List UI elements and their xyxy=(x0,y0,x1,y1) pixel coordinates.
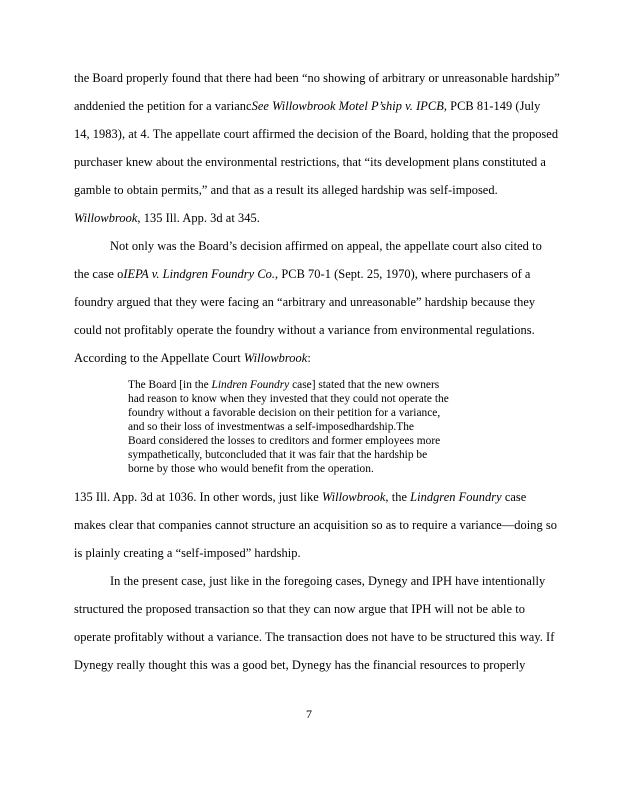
text-line xyxy=(74,71,560,86)
text-run: Dynegy really thought this was a good bet, Dynegy has the financial resources to properly xyxy=(74,658,526,672)
case-citation: IEPA v. Lindgren Foundry Co. xyxy=(123,267,276,281)
quote-line xyxy=(128,434,440,448)
text-run: purchaser knew about the environmental restrictions, that “its development plans constituted a xyxy=(74,155,546,169)
text-line xyxy=(74,211,260,226)
text-run: the case o xyxy=(74,267,124,281)
text-run: the Board properly found that there had been “no showing of arbitrary or unreasonable hardship” xyxy=(74,71,560,85)
text-run: 135 Ill. App. 3d at 1036. In other words, just like xyxy=(74,490,322,504)
quote-line xyxy=(128,448,427,462)
text-run: Not only was the Board’s decision affirmed on appeal, the appellate court also cited to xyxy=(110,239,542,253)
text-run: case xyxy=(501,490,527,504)
text-run: gamble to obtain permits,” and that as a result its alleged hardship was self-imposed. xyxy=(74,183,498,197)
text-line xyxy=(74,127,558,142)
text-run: had reason to know when they invested that they could not operate the xyxy=(128,393,449,405)
text-run: makes clear that companies cannot structure an acquisition so as to require a variance—doing so xyxy=(74,518,557,532)
text-line xyxy=(74,602,525,617)
text-line xyxy=(74,490,526,505)
text-line xyxy=(74,99,540,114)
text-run: , 135 Ill. App. 3d at 345. xyxy=(137,211,260,225)
case-citation: Willowbrook xyxy=(74,211,138,225)
text-line xyxy=(74,295,535,310)
text-line xyxy=(74,658,525,673)
text-run: anddenied the petition for a varianc xyxy=(74,99,252,113)
text-run: Board considered the losses to creditors and former employees more xyxy=(128,435,441,447)
text-line xyxy=(74,183,498,198)
text-run: operate profitably without a variance. The transaction does not have to be structured this way. If xyxy=(74,630,555,644)
text-run: 14, 1983), at 4. The appellate court affirmed the decision of the Board, holding that the proposed xyxy=(74,127,559,141)
text-run: sympathetically, butconcluded that it was fair that the hardship be xyxy=(128,449,428,461)
case-citation: Willowbrook xyxy=(243,351,308,365)
text-run: , PCB 70-1 (Sept. 25, 1970), where purchasers of a xyxy=(275,267,531,281)
quote-line xyxy=(128,378,439,392)
text-line xyxy=(74,546,301,561)
case-citation: Lindren Foundry xyxy=(211,379,290,391)
text-run: could not profitably operate the foundry without a variance from environmental regulations. xyxy=(74,323,535,337)
text-run: structured the proposed transaction so that they can now argue that IPH will not be able to xyxy=(74,602,525,616)
text-run: foundry argued that they were facing an “arbitrary and unreasonable” hardship because they xyxy=(74,295,536,309)
quote-line xyxy=(128,406,440,420)
text-line xyxy=(74,518,557,533)
text-run: is plainly creating a “self-imposed” hardship. xyxy=(74,546,301,560)
text-run: and so their loss of investmentwas a self-imposedhardship.The xyxy=(128,421,414,433)
text-run: , the xyxy=(385,490,411,504)
text-line xyxy=(110,239,542,254)
page-number: 7 xyxy=(306,707,312,721)
text-line xyxy=(74,323,535,338)
text-line xyxy=(74,267,530,282)
text-line xyxy=(74,630,554,645)
text-line xyxy=(74,155,546,170)
text-run: , PCB 81-149 (July xyxy=(443,99,541,113)
text-line xyxy=(110,574,545,589)
text-line xyxy=(74,351,311,366)
text-run: borne by those who would benefit from the operation. xyxy=(128,463,374,475)
quote-line xyxy=(128,392,449,406)
text-run: In the present case, just like in the foregoing cases, Dynegy and IPH have intentionally xyxy=(110,574,546,588)
text-run: : xyxy=(307,351,311,365)
quote-line xyxy=(128,462,374,476)
text-run: According to the Appellate Court xyxy=(74,351,244,365)
text-run: case] stated that the new owners xyxy=(289,379,440,391)
text-run: foundry without a favorable decision on their petition for a variance, xyxy=(128,407,441,419)
case-citation: Willowbrook xyxy=(321,490,386,504)
case-citation: See Willowbrook Motel P’ship v. IPCB xyxy=(251,99,444,113)
quote-line xyxy=(128,420,414,434)
case-citation: Lindgren Foundry xyxy=(410,490,502,504)
text-run: The Board [in the xyxy=(128,379,212,391)
